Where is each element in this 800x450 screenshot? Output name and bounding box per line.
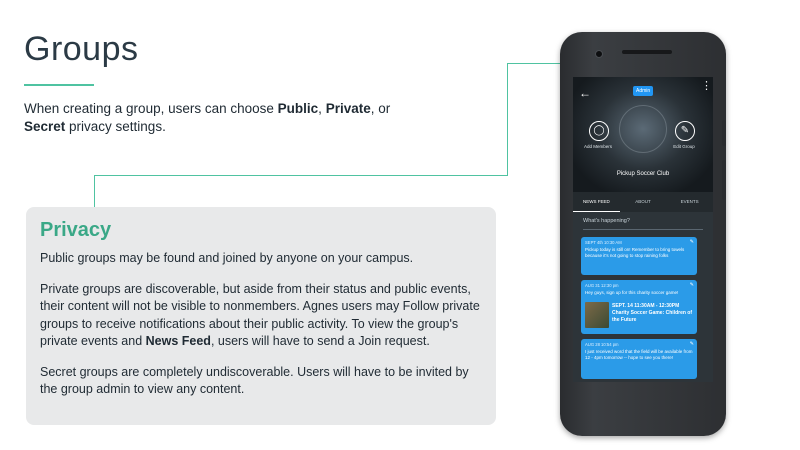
group-name: Pickup Soccer Club xyxy=(616,171,670,177)
edit-pencil-icon[interactable]: ✎ xyxy=(689,239,694,245)
connector-line xyxy=(94,175,95,207)
title-underline xyxy=(24,84,94,86)
post-text: Hey guys, sign up for this charity soccer game! xyxy=(585,290,679,295)
privacy-public-paragraph: Public groups may be found and joined by anyone on your campus. xyxy=(40,251,414,265)
intro-text-2: privacy settings. xyxy=(65,119,166,134)
page-title: Groups xyxy=(24,30,139,68)
intro-text-1: When creating a group, users can choose xyxy=(24,101,278,116)
post-text: I just received word that the field will be available from 12 - 4pm tomorrow -- hope to see you there! xyxy=(585,349,693,360)
intro-sep-1: , xyxy=(318,101,326,116)
edit-group-icon[interactable]: ✎ xyxy=(675,121,695,141)
post-date: AUG 28 10:54 pm xyxy=(585,342,619,347)
post-text: Pickup today is still on! Remember to bring towels because it's not going to stop raining folks xyxy=(585,247,685,258)
privacy-p2-bold: News Feed xyxy=(145,334,211,348)
privacy-p2-start: Private groups are discoverable, but aside from their status and public events, their content will not be visible to nonmembers. Agnes users may Follow private groups to receive notifications about their public activity. To view the group's private events and xyxy=(40,281,480,348)
event-time: SEPT. 14 11:30AM - 12:30PM xyxy=(612,303,680,309)
speaker-grille xyxy=(622,50,672,54)
camera-icon xyxy=(595,50,603,58)
intro-secret: Secret xyxy=(24,119,66,134)
admin-badge: Admin xyxy=(633,86,653,96)
event-thumbnail[interactable] xyxy=(585,302,609,328)
privacy-p2-end: , users will have to send a Join request. xyxy=(210,334,430,348)
group-tabs xyxy=(573,192,713,212)
privacy-private-paragraph xyxy=(40,281,482,351)
event-info[interactable] xyxy=(612,303,694,323)
edit-group-label[interactable]: Edit Group xyxy=(673,144,695,149)
privacy-card xyxy=(26,207,496,425)
phone-screen xyxy=(573,77,713,382)
tab-events[interactable]: EVENTS xyxy=(680,199,699,204)
phone-volume-button xyxy=(722,160,726,200)
event-name: Charity Soccer Game: Children of the Future xyxy=(612,310,693,323)
intro-sep-2: , or xyxy=(370,101,391,116)
feed-post[interactable] xyxy=(581,280,697,334)
edit-pencil-icon[interactable]: ✎ xyxy=(689,282,694,288)
cover-ring xyxy=(619,105,667,153)
post-date: AUG 31 12:30 pm xyxy=(585,283,619,288)
phone-side-button xyxy=(722,120,726,146)
post-date: SEPT 4th 10:30 AM xyxy=(585,240,622,245)
connector-line xyxy=(94,175,508,176)
tab-about[interactable]: ABOUT xyxy=(635,199,651,204)
more-vertical-icon[interactable]: ⋮ xyxy=(701,80,712,92)
feed-post[interactable] xyxy=(581,237,697,275)
intro-public: Public xyxy=(277,101,319,116)
tab-news-feed[interactable]: NEWS FEED xyxy=(573,192,620,212)
feed-post[interactable] xyxy=(581,339,697,379)
connector-line xyxy=(507,63,508,175)
add-members-label[interactable]: Add Members xyxy=(583,144,612,149)
edit-pencil-icon[interactable]: ✎ xyxy=(689,341,694,347)
compose-underline xyxy=(583,229,703,230)
add-members-icon[interactable]: ◯ xyxy=(589,121,609,141)
privacy-secret-paragraph: Secret groups are completely undiscoverable. Users will have to be invited by the group admin to view any content. xyxy=(40,364,469,396)
back-arrow-icon[interactable]: ← xyxy=(579,86,591,100)
privacy-title: Privacy xyxy=(40,219,112,241)
intro-text xyxy=(24,100,404,136)
intro-private: Private xyxy=(325,101,371,116)
compose-input[interactable]: What's happening? xyxy=(583,218,630,224)
